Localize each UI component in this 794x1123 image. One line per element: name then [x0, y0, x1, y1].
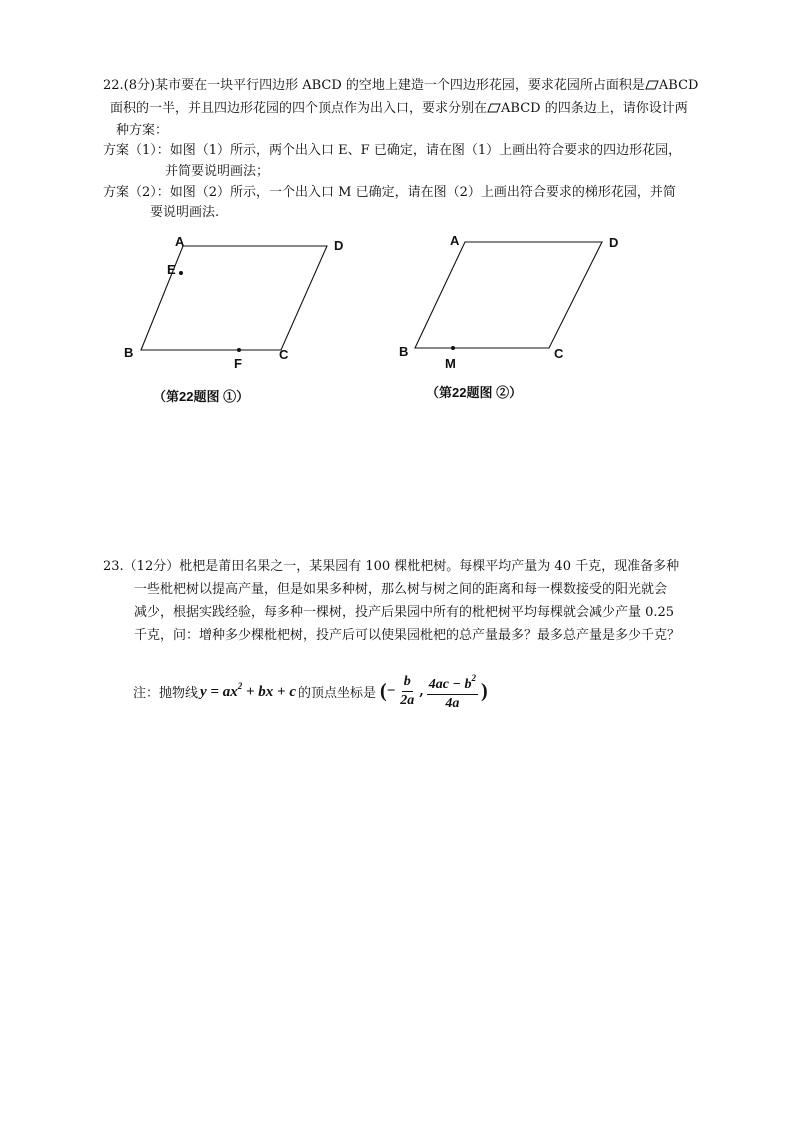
equation-rest: + bx + c	[242, 684, 296, 700]
parabola-equation	[200, 681, 296, 701]
label-b: B	[124, 345, 134, 360]
q23-line-1: 23.（12分）枇杷是莆田名果之一，某果园有 100 棵枇杷树。每棵平均产量为 40 千克，现准备多种	[103, 559, 680, 574]
label-a: A	[450, 233, 460, 248]
comma: ,	[419, 683, 424, 699]
parallelogram-icon	[645, 80, 659, 90]
plan-1-line-2: 并简要说明画法；	[165, 164, 270, 179]
q22-line-2-text: 面积的一半，并且四边形花园的四个顶点作为出入口，要求分别在	[110, 101, 488, 116]
fraction-2-numerator-text: 4ac − b	[428, 677, 472, 692]
q23-line-2: 一些枇杷树以提高产量，但是如果多种树，那么树与树之间的距离和每一棵数接受的阳光就会	[134, 582, 668, 597]
equation-y-ax: y = ax	[200, 684, 238, 700]
q22-line-1-text: 22.(8分)某市要在一块平行四边形 ABCD 的空地上建造一个四边形花园，要求花园所占面积是	[103, 78, 645, 93]
plan-1-line-1: 方案（1）：如图（1）所示，两个出入口 E、F 已确定，请在图（1）上画出符合要求的四边形花园，	[103, 143, 682, 158]
q23-line-4: 千克，问：增种多少棵枇杷树，投产后可以使果园枇杷的总产量最多？最多总产量是多少千克？	[134, 628, 681, 643]
label-f: F	[234, 356, 242, 371]
label-e: E	[167, 262, 176, 277]
point-f	[237, 348, 241, 352]
vertex-formula-note	[133, 670, 488, 712]
figure-2-parallelogram	[395, 228, 645, 373]
label-c: C	[279, 347, 289, 362]
label-b: B	[399, 344, 409, 359]
q22-line-1-abcd: ABCD	[658, 78, 699, 93]
label-a: A	[175, 234, 185, 249]
q23-line-3: 减少，根据实践经验，每多种一棵树，投产后果园中所有的枇杷树平均每棵就会减少产量 0.25	[134, 605, 675, 620]
q22-line-1	[103, 76, 698, 95]
point-m	[451, 346, 455, 350]
equation-exponent: 2	[237, 681, 243, 691]
plan-2-line-1: 方案（2）：如图（2）所示，一个出入口 M 已确定，请在图（2）上画出符合要求的梯形花园，并简	[103, 185, 676, 200]
figure-2-caption: （第22题图 ②）	[426, 385, 523, 400]
fraction-4ac-b2-over-4a	[427, 670, 478, 712]
fraction-2-numerator	[427, 670, 478, 695]
note-mid: 的顶点坐标是	[298, 685, 377, 701]
parallelogram-abcd	[415, 242, 602, 348]
point-e	[179, 271, 183, 275]
q22-line-3: 种方案：	[116, 123, 169, 138]
fraction-1-denominator: 2a	[400, 692, 415, 708]
plan-2-line-2: 要说明画法.	[150, 205, 220, 220]
minus-sign: −	[386, 682, 396, 699]
fraction-1-numerator: b	[402, 674, 413, 692]
figure-1-parallelogram	[115, 228, 365, 373]
fraction-2-exponent: 2	[471, 673, 476, 683]
q22-line-2	[110, 99, 688, 118]
fraction-2-denominator: 4a	[445, 696, 460, 711]
label-m: M	[445, 356, 456, 371]
parallelogram-icon	[487, 103, 501, 113]
close-paren: )	[480, 679, 488, 702]
fraction-b-over-2a	[398, 674, 416, 709]
note-prefix: 注：抛物线	[133, 685, 199, 701]
label-d: D	[334, 238, 344, 253]
label-c: C	[554, 346, 564, 361]
label-d: D	[609, 235, 619, 250]
q22-line-2-tail: ABCD 的四条边上，请你设计两	[501, 101, 688, 116]
figure-1-caption: （第22题图 ①）	[153, 389, 250, 404]
open-paren: (	[380, 679, 387, 702]
